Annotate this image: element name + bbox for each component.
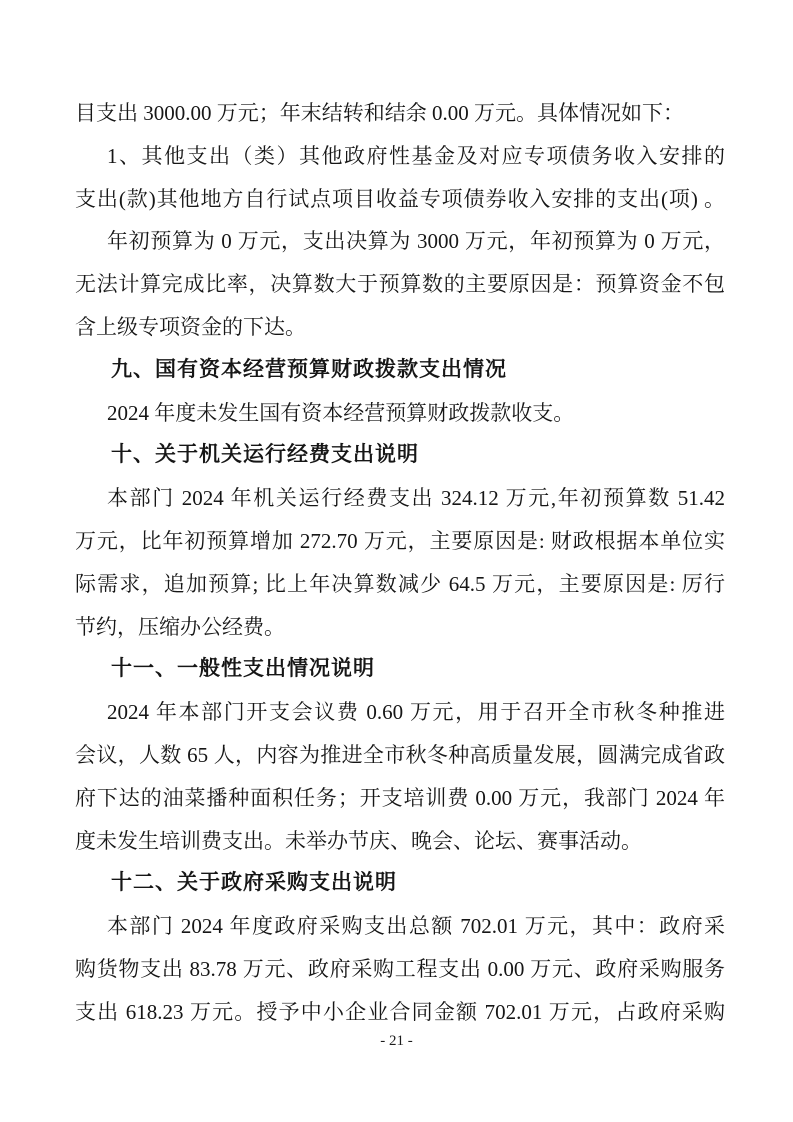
paragraph-line: 度未发生培训费支出。未举办节庆、晚会、论坛、赛事活动。 <box>75 828 642 853</box>
paragraph-line: 本部门 2024 年机关运行经费支出 324.12 万元,年初预算数 51.42 <box>107 486 725 511</box>
heading-section-12: 十二、关于政府采购支出说明 <box>111 871 397 895</box>
paragraph-line: 2024 年本部门开支会议费 0.60 万元，用于召开全市秋冬种推进 <box>107 700 725 725</box>
heading-section-10: 十、关于机关运行经费支出说明 <box>111 443 419 467</box>
page-number: - 21 - <box>380 1033 413 1049</box>
heading-section-9: 九、国有资本经营预算财政拨款支出情况 <box>111 357 507 381</box>
paragraph-line: 本部门 2024 年度政府采购支出总额 702.01 万元，其中：政府采 <box>107 914 725 939</box>
paragraph-line: 节约，压缩办公经费。 <box>75 614 285 639</box>
paragraph-line: 目支出 3000.00 万元；年末结转和结余 0.00 万元。具体情况如下： <box>75 101 684 125</box>
heading-section-11: 十一、一般性支出情况说明 <box>111 657 375 681</box>
paragraph-line: 会议，人数 65 人，内容为推进全市秋冬种高质量发展，圆满完成省政 <box>75 742 725 767</box>
page-body-text <box>75 92 725 1034</box>
paragraph-line: 1、其他支出（类）其他政府性基金及对应专项债务收入安排的 <box>107 143 725 168</box>
paragraph-line: 无法计算完成比率，决算数大于预算数的主要原因是：预算资金不包 <box>75 272 725 297</box>
paragraph-line: 万元，比年初预算增加 272.70 万元，主要原因是: 财政根据本单位实 <box>75 528 725 553</box>
paragraph-line: 支出 618.23 万元。授予中小企业合同金额 702.01 万元，占政府采购 <box>75 999 725 1024</box>
paragraph-line: 购货物支出 83.78 万元、政府采购工程支出 0.00 万元、政府采购服务 <box>75 956 725 981</box>
paragraph-line: 支出(款)其他地方自行试点项目收益专项债券收入安排的支出(项) 。 <box>75 186 725 211</box>
paragraph-line: 府下达的油菜播种面积任务；开支培训费 0.00 万元，我部门 2024 年 <box>75 785 725 810</box>
paragraph-line: 际需求，追加预算; 比上年决算数减少 64.5 万元，主要原因是: 厉行 <box>75 571 725 596</box>
paragraph-line: 2024 年度未发生国有资本经营预算财政拨款收支。 <box>107 400 575 425</box>
paragraph-line: 年初预算为 0 万元，支出决算为 3000 万元，年初预算为 0 万元， <box>107 229 725 254</box>
paragraph-line: 含上级专项资金的下达。 <box>75 314 306 339</box>
